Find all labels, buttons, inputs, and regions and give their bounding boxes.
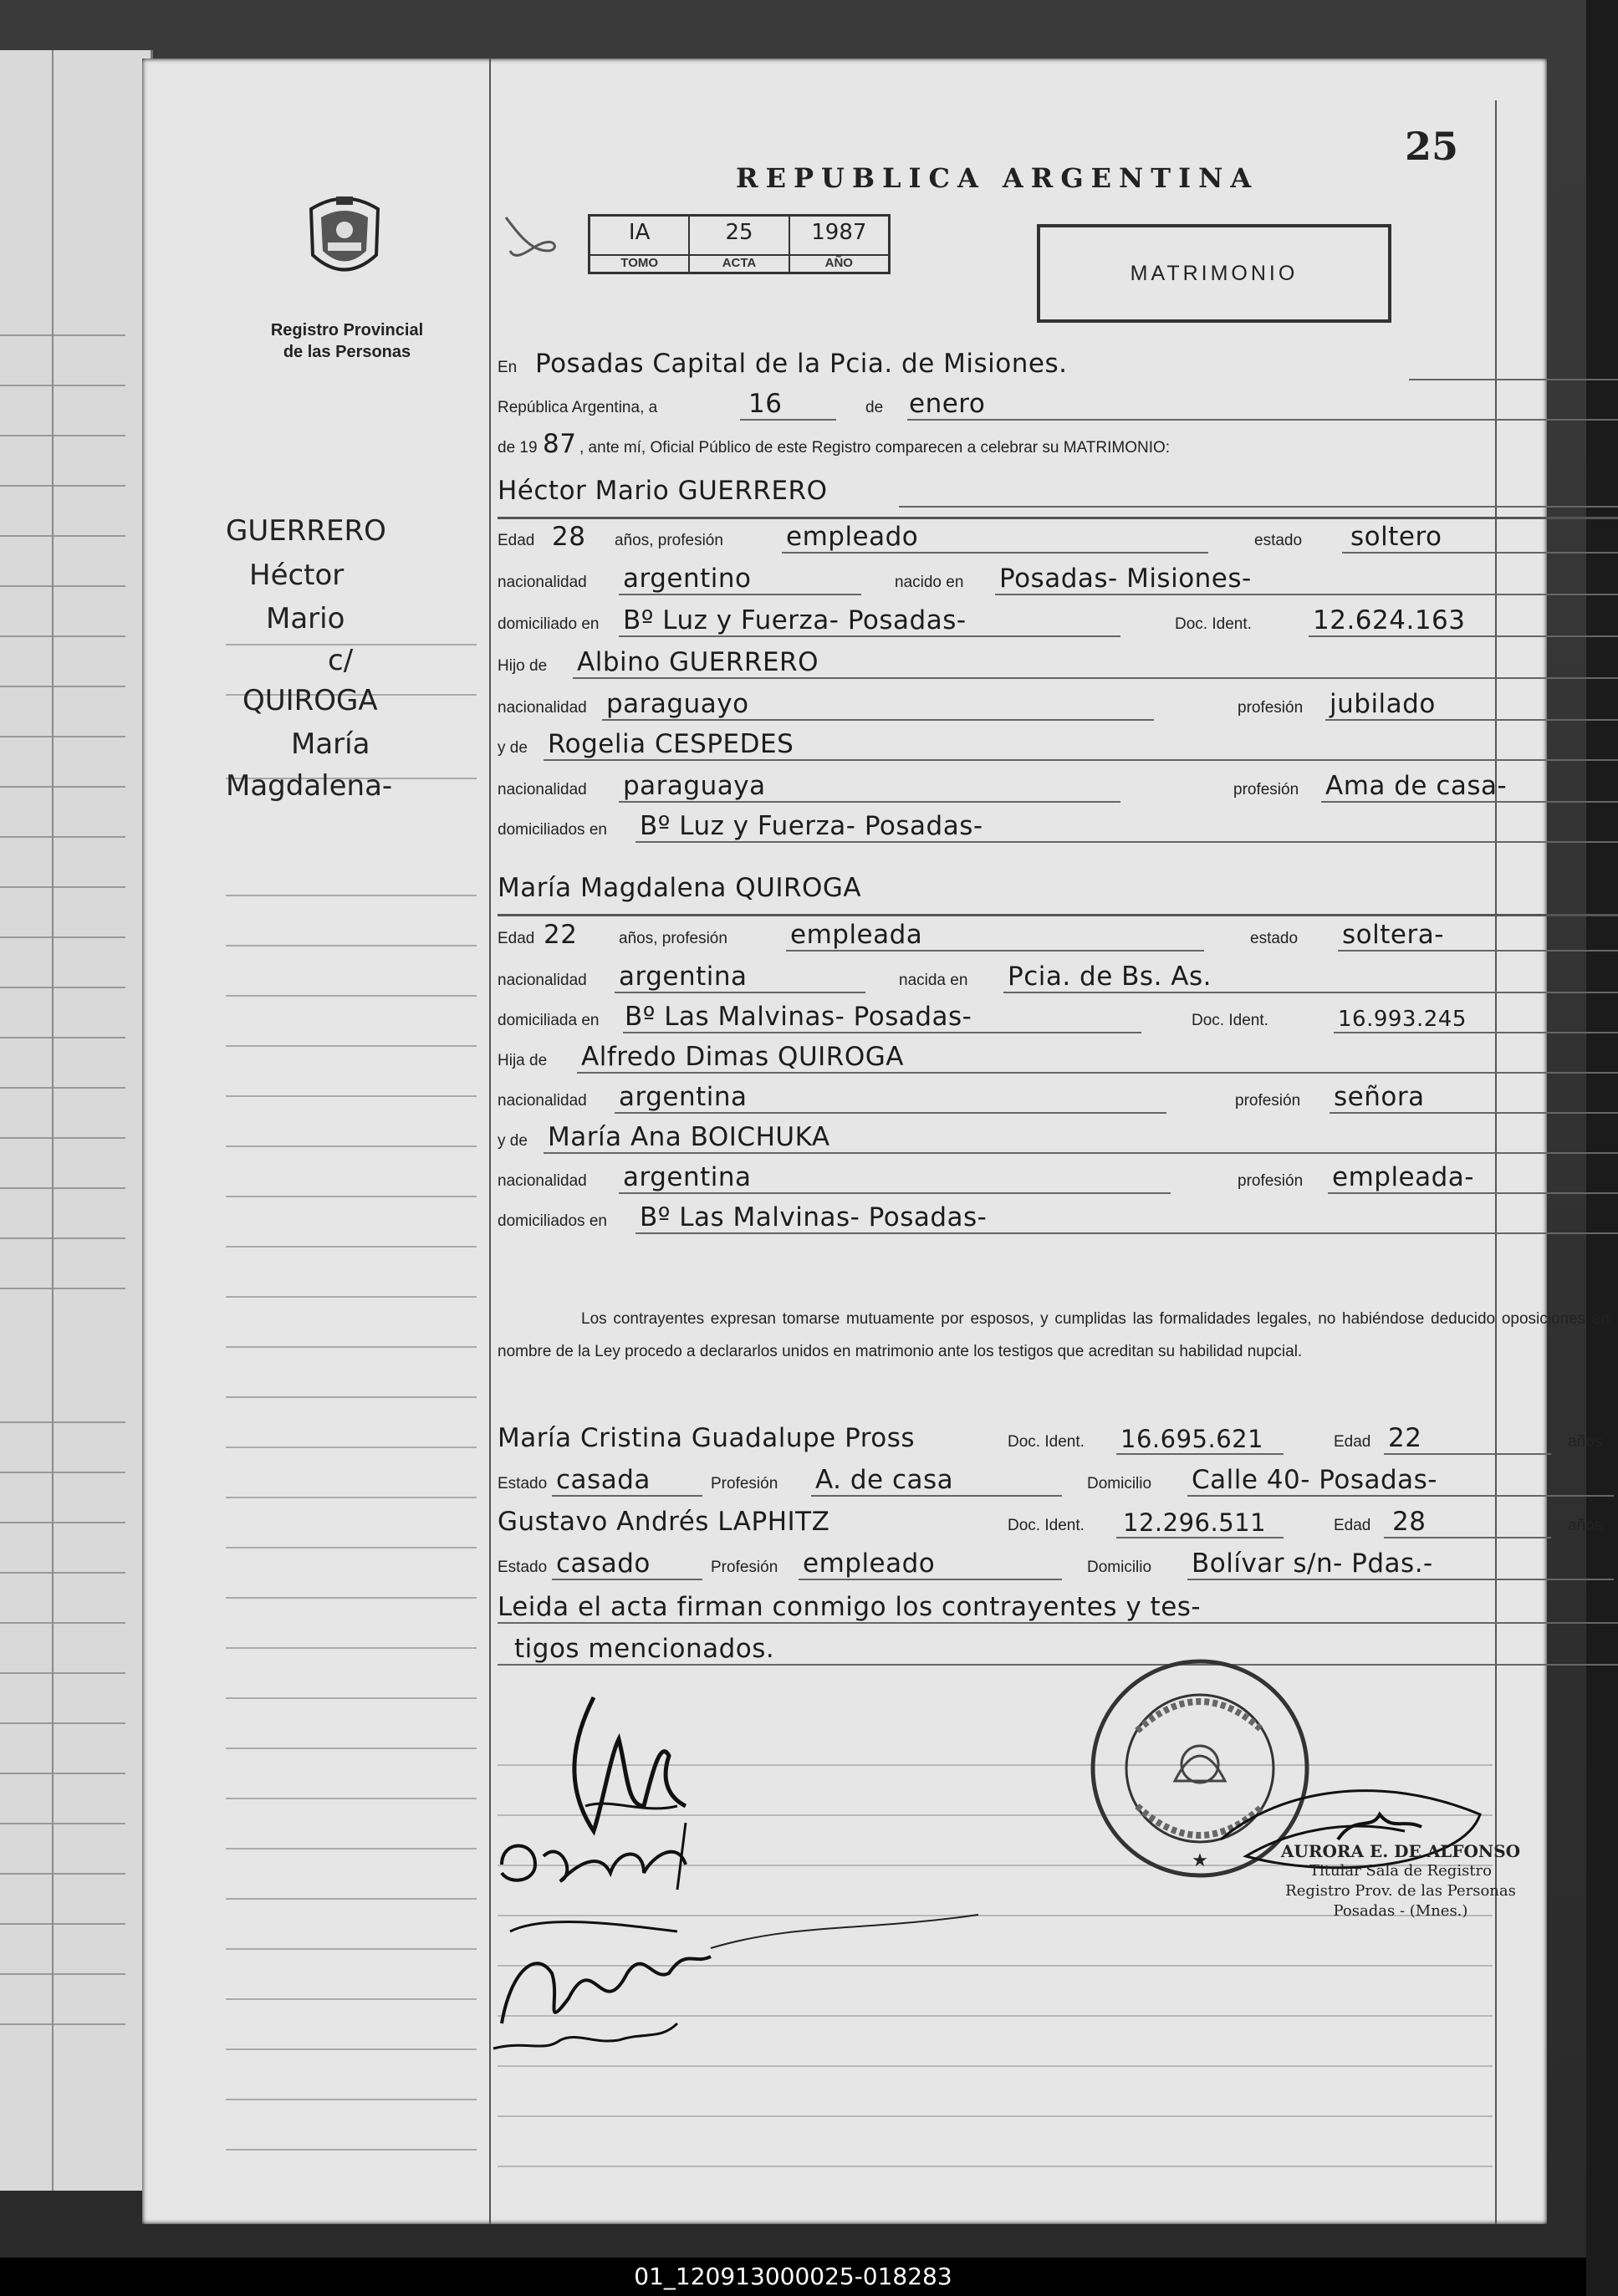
signature-witnesses	[477, 1898, 995, 2065]
bride-mother-nationality: argentina	[623, 1162, 752, 1192]
witness-1-doc: 16.695.621	[1120, 1425, 1264, 1453]
doc-label: Doc. Ident.	[1008, 1517, 1085, 1534]
groom-mother-row	[498, 727, 1618, 764]
groom-parents-domicile: Bº Luz y Fuerza- Posadas-	[640, 811, 983, 841]
svg-text:★: ★	[1192, 1850, 1208, 1870]
doc-label: Doc. Ident.	[1175, 615, 1252, 633]
witness-2-doc: 12.296.511	[1123, 1508, 1267, 1537]
en-label: En	[498, 359, 518, 376]
y-de-label: y de	[498, 739, 528, 757]
witness-1-domicile: Calle 40- Posadas-	[1192, 1465, 1437, 1495]
groom-mother: Rogelia CESPEDES	[548, 729, 794, 759]
groom-mother-nat-row	[498, 769, 1618, 806]
bride-birthplace: Pcia. de Bs. As.	[1008, 962, 1212, 992]
closing-row-1	[498, 1590, 1618, 1627]
bride-father-profession: señora	[1334, 1082, 1425, 1112]
previous-page-margin-line	[52, 50, 54, 2191]
witness-1-age: 22	[1388, 1423, 1422, 1453]
statement-text: , ante mí, Oficial Público de este Registro comparecen a celebrar su MATRIMONIO:	[579, 439, 1171, 457]
witness-2-domicile: Bolívar s/n- Pdas.-	[1192, 1549, 1433, 1579]
registrar-name: AURORA E. DE ALFONSO	[1280, 1841, 1521, 1861]
domiciliados-label: domiciliados en	[498, 1212, 607, 1230]
margin-note-given-1: Héctor	[249, 559, 345, 592]
mother-profesion-label: profesión	[1238, 1172, 1304, 1190]
father-nacionalidad-label: nacionalidad	[498, 1092, 587, 1110]
bride-mother-profession: empleada-	[1332, 1162, 1474, 1192]
bride-nationality-row	[498, 960, 1618, 997]
witness-1-name: María Cristina Guadalupe Pross	[498, 1423, 916, 1453]
groom-parents-domicile-row	[498, 809, 1618, 846]
margin-note-conjunction: c/	[328, 644, 354, 677]
registry-line-1: Registro Provincial	[270, 321, 424, 339]
bride-mother: María Ana BOICHUKA	[548, 1122, 830, 1152]
edad-label: Edad	[498, 930, 535, 947]
groom-doc: 12.624.163	[1313, 605, 1466, 635]
country-title: REPUBLICA ARGENTINA	[736, 162, 1259, 194]
estado-label: Estado	[498, 1475, 548, 1492]
ano-label: AÑO	[790, 254, 888, 270]
bride-estado: soltera-	[1342, 920, 1444, 950]
domiciliados-label: domiciliados en	[498, 821, 607, 839]
registry-name	[242, 319, 452, 363]
image-identifier-footer: 01_120913000025-018283	[0, 2258, 1586, 2296]
witness-1-details-row	[498, 1463, 1618, 1500]
tomo-cell	[590, 217, 690, 272]
bride-name-row	[498, 871, 1618, 908]
day-value: 16	[748, 389, 783, 419]
registrar-city: Posadas - (Mnes.)	[1333, 1902, 1468, 1920]
witness-1-estado: casada	[556, 1465, 651, 1495]
groom-mother-nationality: paraguaya	[623, 771, 766, 801]
domiciliada-label: domiciliada en	[498, 1012, 600, 1029]
doc-label: Doc. Ident.	[1008, 1433, 1085, 1451]
witness-2-age: 28	[1392, 1507, 1427, 1537]
father-profesion-label: profesión	[1235, 1092, 1301, 1110]
witness-2-profession: empleado	[803, 1549, 936, 1579]
groom-name: Héctor Mario GUERRERO	[498, 476, 828, 506]
closing-line-2: tigos mencionados.	[514, 1634, 775, 1664]
registry-line-2: de las Personas	[283, 343, 411, 361]
edad-label: Edad	[498, 532, 535, 549]
mother-nacionalidad-label: nacionalidad	[498, 1172, 587, 1190]
nacionalidad-label: nacionalidad	[498, 972, 587, 989]
bride-domicile-row	[498, 1000, 1618, 1037]
year-prefix: de 19	[498, 439, 538, 457]
groom-profession: empleado	[786, 522, 919, 552]
bride-profession: empleada	[790, 920, 923, 950]
closing-line-1: Leida el acta firman conmigo los contrayentes y tes-	[498, 1592, 1202, 1622]
domicilio-label: Domicilio	[1087, 1559, 1152, 1576]
bride-father: Alfredo Dimas QUIROGA	[581, 1042, 904, 1072]
groom-age-row	[498, 520, 1618, 557]
month-value: enero	[909, 389, 986, 419]
nacido-label: nacido en	[895, 574, 964, 591]
domiciliado-label: domiciliado en	[498, 615, 600, 633]
anos-profesion-label: años, profesión	[619, 930, 727, 947]
estado-label: estado	[1250, 930, 1299, 947]
tomo-value: IA	[628, 220, 651, 245]
tomo-label: TOMO	[590, 254, 688, 270]
edad-label: Edad	[1334, 1433, 1371, 1451]
acta-cell	[690, 217, 789, 272]
year-suffix: 87	[543, 429, 577, 459]
domicilio-label: Domicilio	[1087, 1475, 1152, 1492]
groom-nationality-row	[498, 562, 1618, 599]
bride-domicile: Bº Las Malvinas- Posadas-	[625, 1002, 972, 1032]
nacida-label: nacida en	[899, 972, 968, 989]
bride-father-row	[498, 1040, 1618, 1077]
bride-nationality: argentina	[619, 962, 748, 992]
doc-label: Doc. Ident.	[1192, 1012, 1268, 1029]
bride-doc: 16.993.245	[1338, 1007, 1467, 1032]
provincial-emblem-icon	[303, 192, 386, 284]
groom-age: 28	[552, 522, 586, 552]
page-number: 25	[1405, 124, 1459, 169]
groom-estado: soltero	[1350, 522, 1442, 552]
father-profesion-label: profesión	[1238, 699, 1304, 717]
witness-2-estado: casado	[556, 1549, 651, 1579]
bride-father-nat-row	[498, 1080, 1618, 1117]
witness-1-name-row	[498, 1421, 1618, 1458]
edad-label: Edad	[1334, 1517, 1371, 1534]
estado-label: Estado	[498, 1559, 548, 1576]
margin-note-given-3: María	[291, 727, 370, 761]
bride-father-nationality: argentina	[619, 1082, 748, 1112]
record-reference-box	[588, 214, 891, 274]
previous-page-fragment	[0, 50, 153, 2191]
profesion-label: Profesión	[711, 1475, 778, 1492]
record-type-box: MATRIMONIO	[1037, 224, 1391, 323]
intro-date-row	[498, 387, 1618, 424]
estado-label: estado	[1254, 532, 1303, 549]
republic-label: República Argentina, a	[498, 399, 658, 416]
witness-1-profession: A. de casa	[815, 1465, 954, 1495]
profesion-label: Profesión	[711, 1559, 778, 1576]
groom-father-nat-row	[498, 687, 1618, 724]
groom-nationality: argentino	[623, 564, 752, 594]
margin-note-surname-groom: GUERRERO	[226, 514, 386, 548]
groom-domicile: Bº Luz y Fuerza- Posadas-	[623, 605, 967, 635]
hija-label: Hija de	[498, 1052, 548, 1069]
witness-2-name-row	[498, 1505, 1618, 1542]
acta-label: ACTA	[690, 254, 788, 270]
bride-mother-row	[498, 1120, 1618, 1157]
anos-label: años	[1568, 1517, 1603, 1534]
anos-label: años	[1568, 1433, 1603, 1451]
y-de-label: y de	[498, 1132, 528, 1150]
place-value: Posadas Capital de la Pcia. de Misiones.	[535, 349, 1068, 379]
acta-value: 25	[725, 220, 753, 245]
anos-profesion-label: años, profesión	[615, 532, 723, 549]
bride-age: 22	[544, 920, 578, 950]
registrar-title: Titular Sala de Registro	[1309, 1862, 1492, 1880]
de-label: de	[865, 399, 884, 416]
bride-parents-domicile-row	[498, 1201, 1618, 1237]
registrar-office: Registro Prov. de las Personas	[1285, 1882, 1516, 1900]
ano-cell	[790, 217, 888, 272]
closing-row-2	[498, 1632, 1618, 1669]
registrar-stamp	[1263, 1841, 1539, 1921]
register-page	[142, 59, 1610, 2224]
bride-separator	[498, 914, 1618, 916]
witness-2-details-row	[498, 1547, 1618, 1584]
margin-note-given-4: Magdalena-	[226, 769, 393, 803]
hijo-label: Hijo de	[498, 657, 548, 675]
groom-father-profession: jubilado	[1330, 689, 1436, 719]
bride-mother-nat-row	[498, 1161, 1618, 1197]
groom-name-row	[498, 474, 1618, 511]
ano-value: 1987	[811, 220, 867, 245]
witness-2-name: Gustavo Andrés LAPHITZ	[498, 1507, 830, 1537]
groom-father-nationality: paraguayo	[606, 689, 749, 719]
mother-profesion-label: profesión	[1233, 781, 1299, 798]
groom-birthplace: Posadas- Misiones-	[999, 564, 1252, 594]
groom-mother-profession: Ama de casa-	[1325, 771, 1508, 801]
groom-domicile-row	[498, 604, 1618, 640]
mother-nacionalidad-label: nacionalidad	[498, 781, 587, 798]
bride-age-row	[498, 918, 1618, 955]
bride-name: María Magdalena QUIROGA	[498, 873, 862, 903]
father-nacionalidad-label: nacionalidad	[498, 699, 587, 717]
nacionalidad-label: nacionalidad	[498, 574, 587, 591]
intro-place-row	[498, 347, 1618, 384]
signature-bride	[485, 1806, 702, 1906]
pencil-mark	[498, 201, 581, 268]
groom-father-row	[498, 645, 1618, 682]
declaration-text: Los contrayentes expresan tomarse mutuamente por esposos, y cumplidas las formalidades legales, no habiéndose deducido oposiciones en nombre de la Ley procedo a declararlos unidos en matrimonio ante los testigos que acreditan su habilidad nupcial.	[498, 1310, 1610, 1360]
intro-statement-row	[498, 427, 1618, 464]
groom-separator	[498, 517, 1618, 519]
margin-note-surname-bride: QUIROGA	[242, 684, 378, 717]
margin-note-given-2: Mario	[266, 602, 345, 635]
bride-parents-domicile: Bº Las Malvinas- Posadas-	[640, 1202, 988, 1232]
groom-father: Albino GUERRERO	[577, 647, 819, 677]
